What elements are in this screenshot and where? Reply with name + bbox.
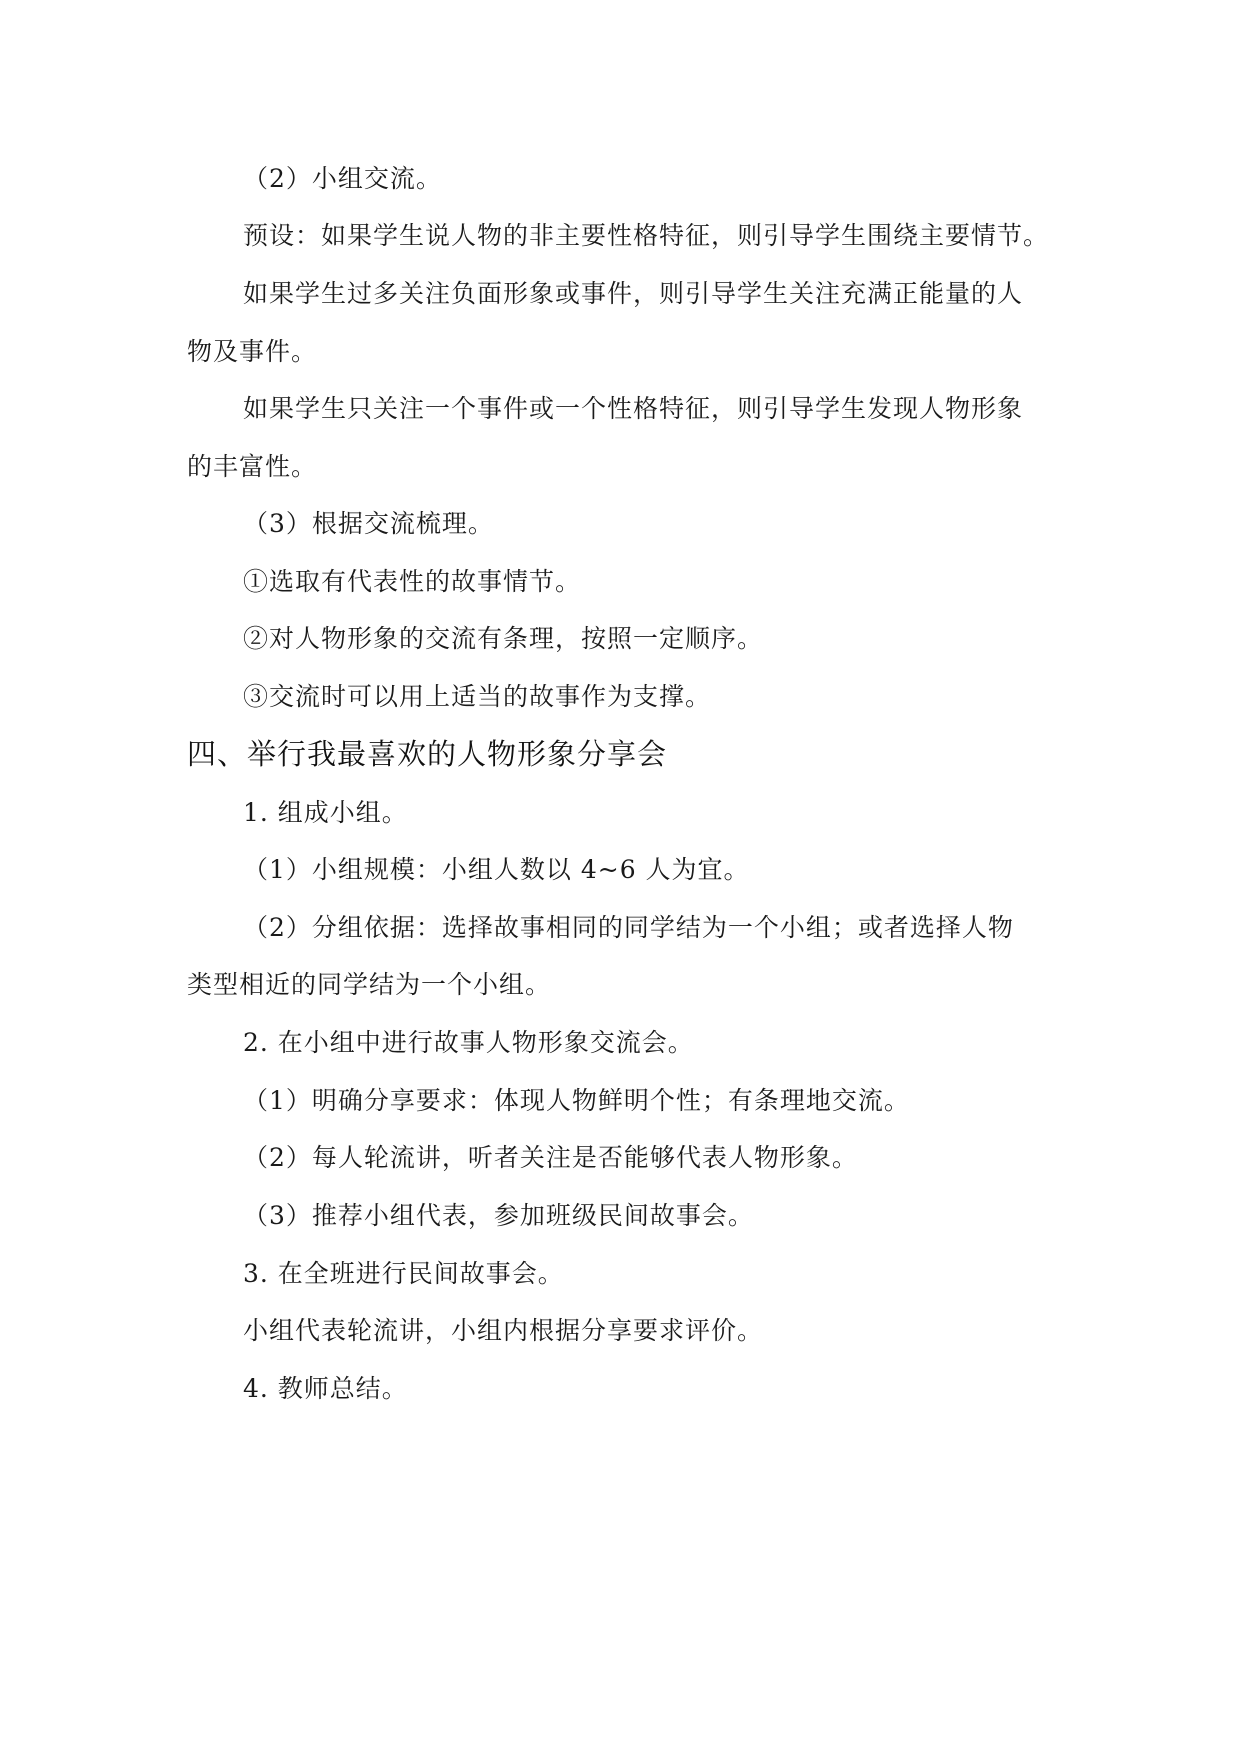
- step-3-class-storytelling: 3. 在全班进行民间故事会。: [243, 1259, 564, 1288]
- negative-focus-paragraph-line-2: 物及事件。: [187, 337, 318, 366]
- sub-step-2-group-discussion: （2）小组交流。: [243, 164, 442, 193]
- list-item-2: ②对人物形象的交流有条理，按照一定顺序。: [243, 624, 764, 653]
- step-1-grouping-basis-line-2: 类型相近的同学结为一个小组。: [187, 970, 552, 999]
- step-2-sharing-requirements: （1）明确分享要求：体现人物鲜明个性；有条理地交流。: [243, 1086, 910, 1115]
- step-2-take-turns: （2）每人轮流讲，听者关注是否能够代表人物形象。: [243, 1143, 858, 1172]
- step-2-recommend-representative: （3）推荐小组代表，参加班级民间故事会。: [243, 1201, 754, 1230]
- step-1-grouping-basis-line-1: （2）分组依据：选择故事相同的同学结为一个小组；或者选择人物: [243, 913, 1014, 942]
- single-event-paragraph-line-2: 的丰富性。: [187, 452, 318, 481]
- section-heading: 四、举行我最喜欢的人物形象分享会: [187, 737, 668, 771]
- single-event-paragraph-line-1: 如果学生只关注一个事件或一个性格特征，则引导学生发现人物形象: [243, 394, 1024, 423]
- preset-paragraph-line-1: 预设：如果学生说人物的非主要性格特征，则引导学生围绕主要情节。: [243, 221, 1050, 250]
- step-1-group-size: （1）小组规模：小组人数以 4~6 人为宜。: [243, 855, 750, 884]
- list-item-1: ①选取有代表性的故事情节。: [243, 567, 582, 596]
- negative-focus-paragraph-line-1: 如果学生过多关注负面形象或事件，则引导学生关注充满正能量的人: [243, 279, 1024, 308]
- step-4-teacher-summary: 4. 教师总结。: [243, 1374, 408, 1403]
- sub-step-3-organize: （3）根据交流梳理。: [243, 509, 494, 538]
- step-1-form-groups: 1. 组成小组。: [243, 798, 408, 827]
- step-3-representatives-evaluate: 小组代表轮流讲，小组内根据分享要求评价。: [243, 1316, 764, 1345]
- list-item-3: ③交流时可以用上适当的故事作为支撑。: [243, 682, 712, 711]
- step-2-group-exchange: 2. 在小组中进行故事人物形象交流会。: [243, 1028, 694, 1057]
